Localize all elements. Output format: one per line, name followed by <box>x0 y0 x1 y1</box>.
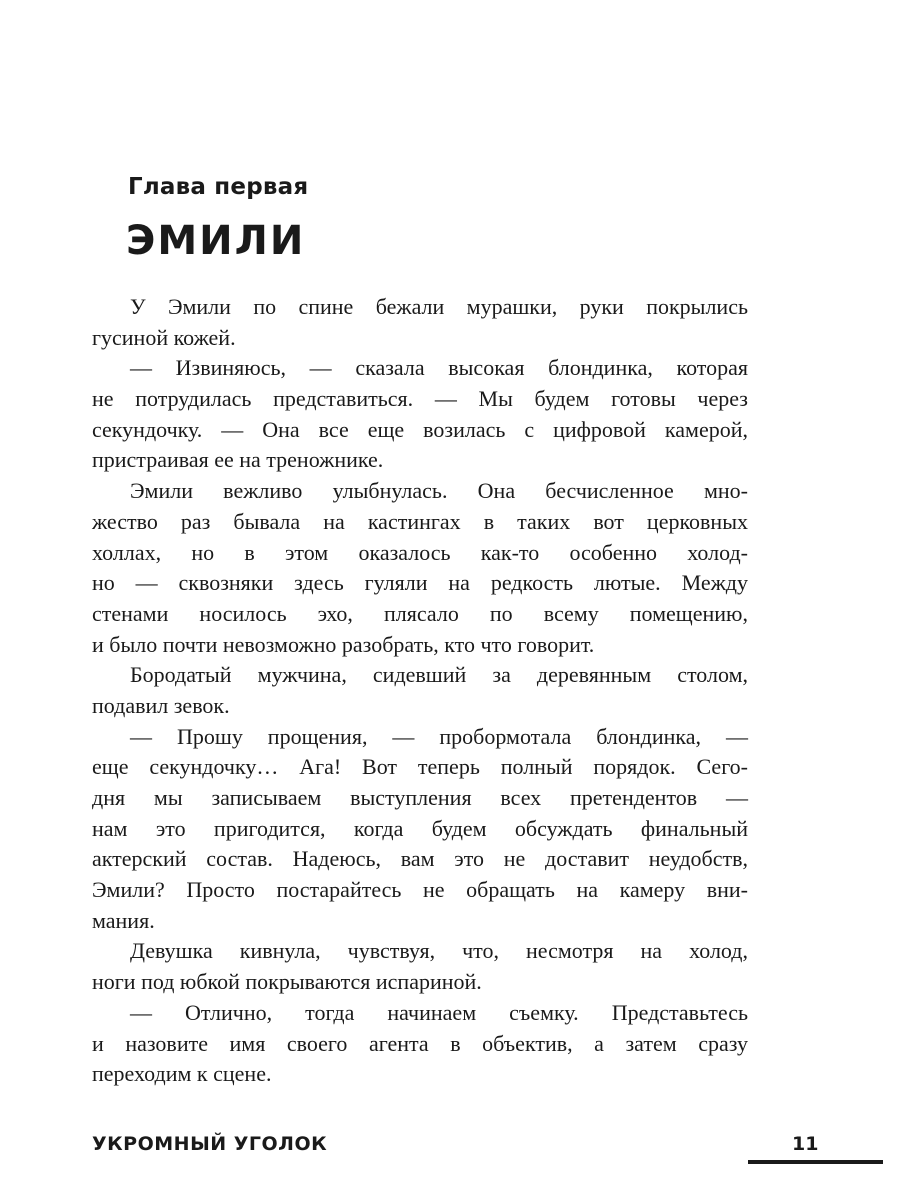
text-line: актерский состав. Надеюсь, вам это не доставит неудобств, <box>92 846 748 872</box>
text-line: еще секундочку… Ага! Вот теперь полный порядок. Сего- <box>92 754 748 780</box>
text-line: Эмили? Просто постарайтесь не обращать на камеру вни- <box>92 877 748 903</box>
text-line: — Прошу прощения, — пробормотала блондинка, — <box>130 723 748 749</box>
text-line: холлах, но в этом оказалось как-то особенно холод- <box>92 539 748 565</box>
text-line: нам это пригодится, когда будем обсуждать финальный <box>92 815 748 841</box>
text-line: жество раз бывала на кастингах в таких вот церковных <box>92 508 748 534</box>
text-line: Эмили вежливо улыбнулась. Она бесчисленное мно- <box>130 478 748 504</box>
text-line: мания. <box>92 907 155 933</box>
text-line: дня мы записываем выступления всех претендентов — <box>92 785 748 810</box>
chapter-label: Глава первая <box>128 174 309 200</box>
body-text <box>92 292 748 1090</box>
text-line: но — сквозняки здесь гуляли на редкость лютые. Между <box>92 570 748 596</box>
text-line: стенами носилось эхо, плясало по всему помещению, <box>92 600 748 626</box>
text-line: Девушка кивнула, чувствуя, что, несмотря на холод, <box>130 938 748 964</box>
text-line: пристраивая ее на треножнике. <box>92 447 384 473</box>
text-line: Бородатый мужчина, сидевший за деревянным столом, <box>130 662 748 688</box>
text-line: гусиной кожей. <box>92 324 236 350</box>
text-line: не потрудилась представиться. — Мы будем готовы через <box>92 386 748 412</box>
chapter-title: ЭМИЛИ <box>126 218 306 264</box>
text-line: подавил зевок. <box>92 692 230 718</box>
running-footer-title: УКРОМНЫЙ УГОЛОК <box>92 1133 328 1155</box>
page-number: 11 <box>792 1133 819 1155</box>
text-line: и назовите имя своего агента в объектив, а затем сразу <box>92 1030 748 1056</box>
text-line: переходим к сцене. <box>92 1061 272 1087</box>
text-line: секундочку. — Она все еще возилась с цифровой камерой, <box>92 416 748 442</box>
text-line: ноги под юбкой покрываются испариной. <box>92 969 482 995</box>
text-line: — Извиняюсь, — сказала высокая блондинка, которая <box>130 355 748 381</box>
footer-rule <box>748 1160 883 1164</box>
text-line: У Эмили по спине бежали мурашки, руки покрылись <box>130 294 748 319</box>
text-line: и было почти невозможно разобрать, кто что говорит. <box>92 631 595 657</box>
text-line: — Отлично, тогда начинаем съемку. Представьтесь <box>130 999 748 1025</box>
